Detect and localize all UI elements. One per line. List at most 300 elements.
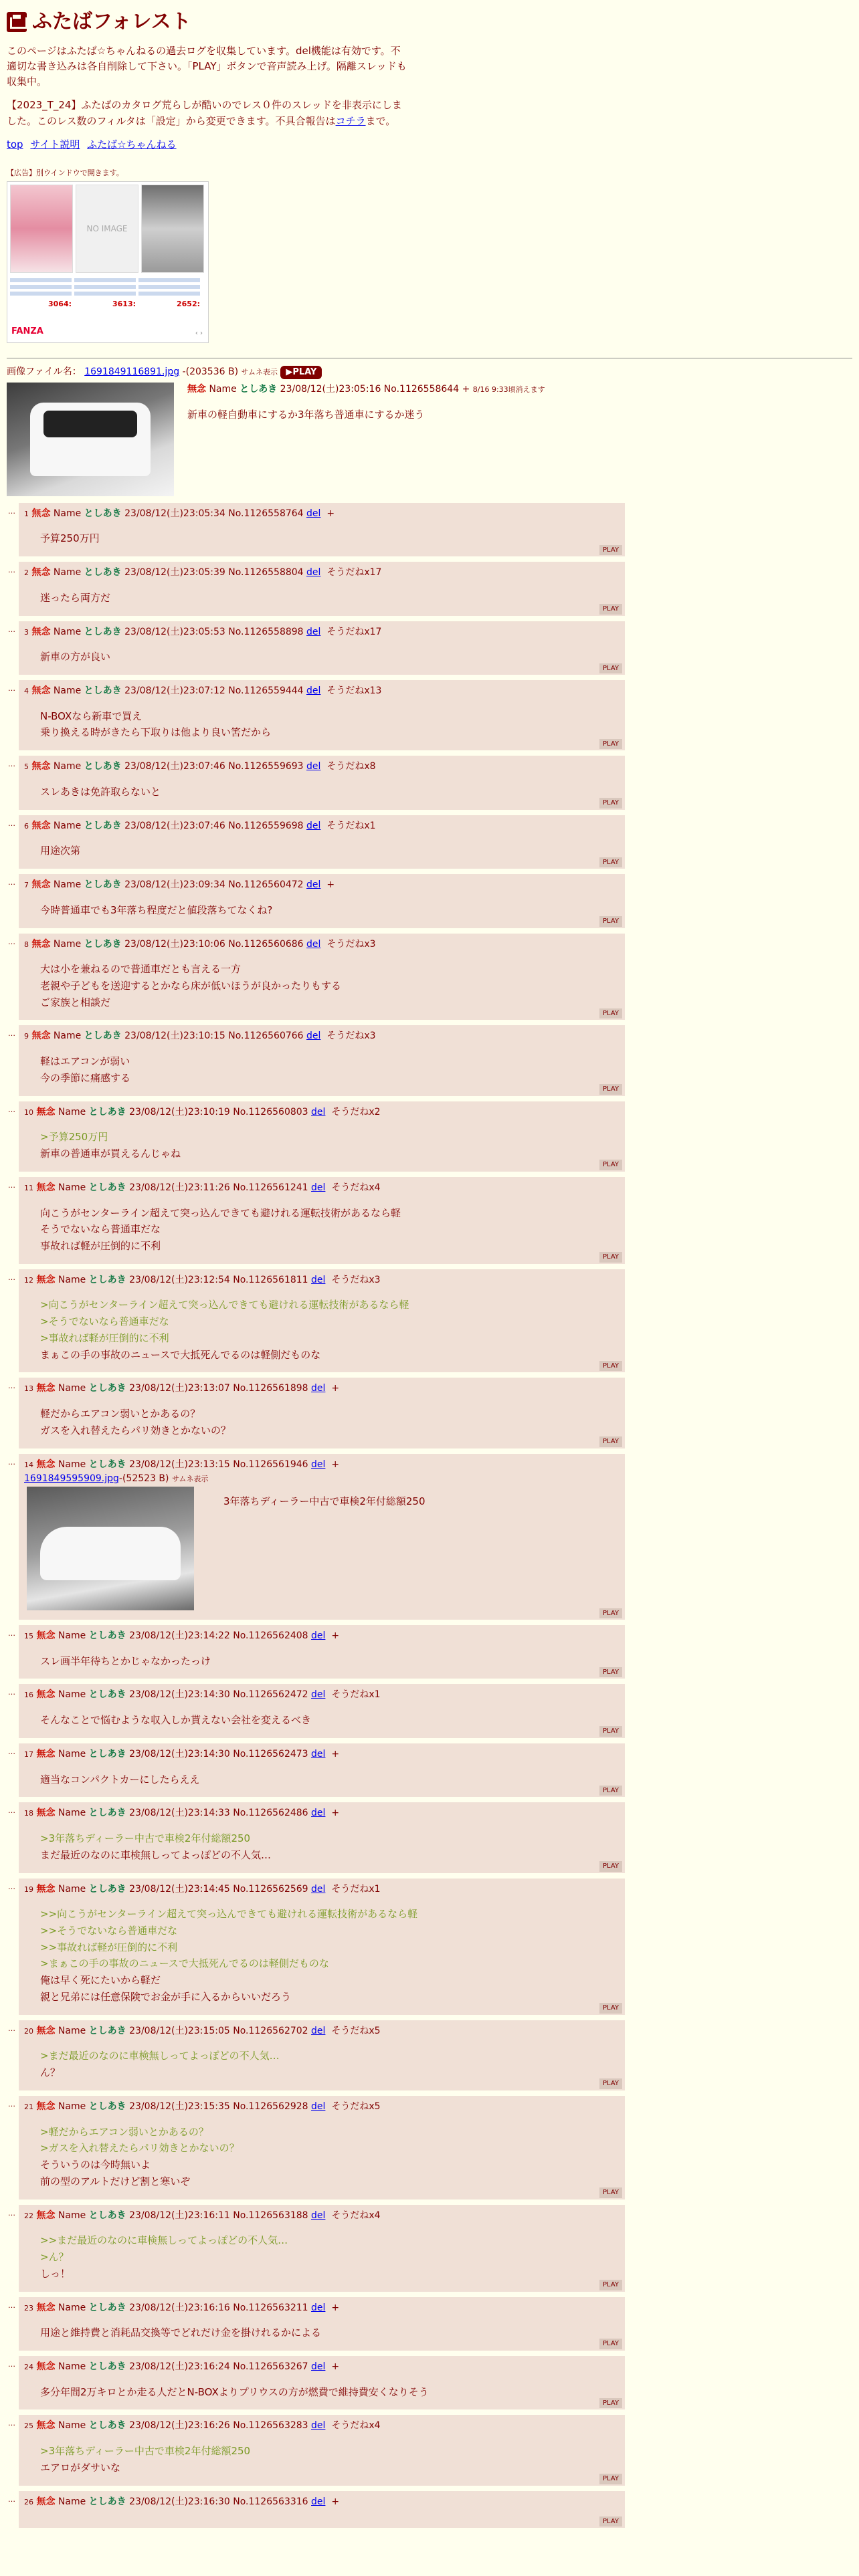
reply-number: 9 (24, 1032, 29, 1041)
op-image[interactable] (7, 383, 174, 496)
name-label: Name (58, 2210, 86, 2221)
reply-header (24, 760, 619, 774)
ad-arrows-icon[interactable]: ‹ › (195, 329, 203, 337)
reply-text-line: >>そうでないなら普通車だな (40, 1924, 178, 1937)
reply-menu-icon[interactable]: … (8, 1273, 15, 1282)
reply (8, 503, 625, 556)
sodane-button[interactable]: そうだねx1 (331, 1883, 381, 1895)
reply-file-info: -(52523 B) (118, 1473, 169, 1485)
sodane-button[interactable]: そうだねx17 (326, 567, 382, 578)
reply (8, 1101, 625, 1172)
reply-number: 3 (24, 627, 29, 637)
reply-title: 無念 (36, 2496, 56, 2507)
reply-number: 26 (24, 2497, 33, 2506)
reply-header (24, 819, 619, 834)
reply-text-line: >3年落ちディーラー中古で車検2年付総額250 (40, 1832, 251, 1845)
reply-number: 21 (24, 2102, 33, 2111)
reply-date: 23/08/12(土)23:14:45 No.1126562569 (129, 1883, 308, 1895)
reply-text-line: >ガスを入れ替えたらパリ効きとかないの？ (40, 2142, 240, 2155)
reply-menu-icon[interactable]: … (8, 2208, 15, 2218)
name-label: Name (58, 2101, 86, 2112)
name-label: Name (58, 1106, 86, 1117)
reply-menu-icon[interactable]: … (8, 1629, 15, 1638)
name-label: Name (58, 2420, 86, 2432)
reply-body (40, 1297, 619, 1363)
reply (8, 2297, 625, 2351)
del-link[interactable]: del (306, 567, 321, 578)
reply-text-line: 老親や子どもを送迎するとかなら床が低いほうが良かったりもする (40, 979, 342, 992)
sodane-button[interactable]: そうだねx17 (326, 626, 382, 637)
nav-links (7, 137, 852, 152)
name-label: Name (209, 383, 237, 395)
reply-play-button[interactable]: PLAY (599, 2078, 622, 2089)
reply-text-line: 大は小を兼ねるので普通車だとも言える一方 (40, 963, 242, 976)
reply-menu-icon[interactable]: … (8, 1105, 15, 1114)
op-play-button[interactable]: ▶PLAY (280, 366, 322, 379)
del-link[interactable]: del (306, 685, 321, 697)
reply-menu-icon[interactable]: … (8, 1882, 15, 1891)
reply-play-button[interactable]: PLAY (599, 2280, 622, 2290)
del-link[interactable]: del (311, 2496, 326, 2507)
reply-play-button[interactable]: PLAY (599, 1436, 622, 1447)
reply-date: 23/08/12(土)23:05:34 No.1126558764 (124, 508, 304, 519)
reply-text-line: 乗り換える時がきたら下取りは他より良い筈だから (40, 726, 272, 739)
op-plus-button[interactable]: + (462, 383, 470, 395)
reply-text-line: >まぁこの手の事故のニュースで大抵死んでるのは軽側だものな (40, 1957, 329, 1970)
reply-menu-icon[interactable]: … (8, 1806, 15, 1816)
ad-num: 3064: (47, 300, 72, 309)
reply-title: 無念 (36, 1808, 56, 1819)
reply-play-button[interactable]: PLAY (599, 2187, 622, 2198)
reply-name: としあき (84, 1031, 122, 1042)
del-link[interactable]: del (311, 1689, 326, 1701)
site-logo-icon[interactable] (7, 12, 27, 32)
reply-date: 23/08/12(土)23:16:30 No.1126563316 (129, 2496, 308, 2507)
del-link[interactable]: del (311, 2210, 326, 2221)
sodane-button[interactable]: + (331, 1383, 340, 1394)
del-link[interactable]: del (311, 1106, 326, 1117)
reply-text-line: >3年落ちディーラー中古で車検2年付総額250 (40, 2445, 251, 2458)
reply-image-block (27, 1487, 619, 1610)
reply-text-line: 向こうがセンターライン超えて突っ込んできても避けれる運転技術があるなら軽 (40, 1206, 401, 1219)
sodane-button[interactable]: そうだねx5 (331, 2025, 381, 2036)
del-link[interactable]: del (311, 2361, 326, 2372)
reply-number: 7 (24, 881, 29, 890)
reply-play-button[interactable]: PLAY (599, 798, 622, 809)
reply-date: 23/08/12(土)23:07:46 No.1126559693 (124, 761, 304, 772)
sodane-button[interactable]: そうだねx1 (331, 1689, 381, 1701)
reply-play-button[interactable]: PLAY (599, 739, 622, 750)
reply-play-button[interactable]: PLAY (599, 916, 622, 927)
reply-menu-icon[interactable]: … (8, 566, 15, 575)
reply-name: としあき (84, 938, 122, 950)
sodane-button[interactable]: そうだねx3 (326, 938, 376, 950)
reply-date: 23/08/12(土)23:09:34 No.1126560472 (124, 879, 304, 891)
reply-header (24, 1688, 619, 1703)
del-link[interactable]: del (306, 508, 321, 519)
reply (8, 621, 625, 675)
reply-text-line: 今の季節に痛感する (40, 1071, 131, 1084)
reply-body (40, 784, 619, 800)
reply-date: 23/08/12(土)23:16:26 No.1126563283 (129, 2420, 308, 2432)
del-link[interactable]: del (311, 1459, 326, 1470)
reply-header (24, 1029, 619, 1044)
reply-play-button[interactable]: PLAY (599, 1608, 622, 1619)
reply-menu-icon[interactable]: … (8, 1382, 15, 1391)
reply-text-line: ご家族と相談だ (40, 996, 111, 1008)
op-title: 無念 (187, 383, 206, 395)
reply (8, 1177, 625, 1264)
ad-col (74, 276, 136, 310)
reply (8, 2356, 625, 2409)
reply-text-line: まぁこの手の事故のニュースで大抵死んでるのは軽側だものな (40, 1348, 321, 1361)
reply-menu-icon[interactable]: … (8, 819, 15, 828)
ad-section (7, 167, 852, 343)
reply-date: 23/08/12(土)23:10:19 No.1126560803 (129, 1106, 308, 1117)
sodane-button[interactable]: そうだねx8 (326, 761, 376, 772)
reply-title: 無念 (36, 1630, 56, 1642)
intro-text-2 (7, 98, 408, 129)
reply-play-button[interactable]: PLAY (599, 1667, 622, 1678)
del-link[interactable]: del (306, 761, 321, 772)
name-label: Name (58, 2496, 86, 2507)
reply-text-line: >まだ最近のなのに車検無しってよっぽどの不人気… (40, 2050, 280, 2062)
del-link[interactable]: del (311, 1748, 326, 1759)
sodane-button[interactable]: + (326, 508, 335, 519)
sodane-button[interactable]: そうだねx3 (326, 1031, 376, 1042)
sodane-button[interactable]: + (331, 2361, 340, 2372)
reply-menu-icon[interactable]: … (8, 1029, 15, 1039)
del-link[interactable]: del (306, 1031, 321, 1042)
reply-menu-icon[interactable]: … (8, 937, 15, 946)
sodane-button[interactable]: + (331, 2496, 340, 2507)
reply-menu-icon[interactable]: … (8, 760, 15, 769)
reply-play-button[interactable]: PLAY (599, 1861, 622, 1872)
sodane-button[interactable]: そうだねx4 (331, 1182, 381, 1193)
intro-text-1: このページはふたば☆ちゃんねるの過去ログを収集しています。del機能は有効です。不適切な書き込みは各自削除して下さい。「PLAY」ボタンで音声読み上げ。隔離スレッドも収集中。 (7, 44, 407, 88)
reply-menu-icon[interactable]: … (8, 2300, 15, 2310)
reply-date: 23/08/12(土)23:05:53 No.1126558898 (124, 626, 304, 637)
reply-name: としあき (88, 1748, 126, 1759)
intro-text-2b: まで。 (365, 114, 396, 127)
name-label: Name (58, 1808, 86, 1819)
reply-title: 無念 (36, 1106, 56, 1117)
reply-play-button[interactable]: PLAY (599, 663, 622, 674)
reply-text-line: 事故れば軽が圧倒的に不利 (40, 1240, 161, 1253)
reply (8, 1802, 625, 1872)
reply-play-button[interactable]: PLAY (599, 1160, 622, 1170)
reply-play-button[interactable]: PLAY (599, 2474, 622, 2484)
sodane-button[interactable]: そうだねx5 (331, 2101, 381, 2112)
reply-number: 18 (24, 1809, 33, 1818)
reply-body (40, 961, 619, 1010)
reply-header (24, 684, 619, 699)
reply-title: 無念 (31, 685, 51, 697)
sodane-button[interactable]: + (331, 1808, 340, 1819)
reply-header (24, 2209, 619, 2224)
sodane-button[interactable]: + (326, 879, 335, 891)
ad-num: 2652: (176, 300, 200, 309)
nav-top-link[interactable]: top (7, 138, 23, 150)
reply-menu-icon[interactable]: … (8, 2099, 15, 2109)
reply-menu-icon[interactable]: … (8, 878, 15, 887)
reply-header (24, 1382, 619, 1396)
reply-name: としあき (84, 685, 122, 697)
reply-play-button[interactable]: PLAY (599, 1786, 622, 1796)
reply-menu-icon[interactable]: … (8, 1180, 15, 1190)
reply-text-line: 用途と維持費と消耗品交換等でどれだけ金を掛けれるかによる (40, 2327, 322, 2339)
reply-body (40, 2232, 619, 2282)
name-label: Name (53, 626, 82, 637)
del-link[interactable]: del (306, 938, 321, 950)
sodane-button[interactable]: そうだねx3 (331, 1274, 381, 1285)
reply-body (40, 708, 619, 742)
reply-number: 8 (24, 940, 29, 949)
reply-text-line: 多分年間2万キロとか走る人だとN-BOXよりプリウスの方が燃費で維持費安くなりそう (40, 2385, 429, 2398)
del-link[interactable]: del (311, 1808, 326, 1819)
reply-text-line: >事故れば軽が圧倒的に不利 (40, 1331, 169, 1344)
reply-text-line: 親と兄弟には任意保険でお金が手に入るからいいだろう (40, 1990, 292, 2003)
reply-body (40, 2443, 619, 2476)
reply-number: 5 (24, 762, 29, 772)
reply-name: としあき (88, 2101, 126, 2112)
nav-about-link[interactable]: サイト説明 (30, 138, 80, 150)
sodane-button[interactable]: + (331, 1459, 340, 1470)
reply-file-link[interactable]: 1691849595909.jpg (24, 1473, 119, 1485)
reply-body (40, 843, 619, 859)
op-body: 新車の軽自動車にするか3年落ち普通車にするか迷う (187, 409, 425, 421)
reply-body (40, 649, 619, 665)
ad-col (10, 276, 72, 310)
reply-play-button[interactable]: PLAY (599, 1726, 622, 1737)
reply-body (40, 1906, 619, 2006)
reply-body (40, 1053, 619, 1087)
reply-body (40, 1129, 619, 1162)
reply-name: としあき (88, 2025, 126, 2036)
reply (8, 874, 625, 928)
reply-date: 23/08/12(土)23:11:26 No.1126561241 (129, 1182, 308, 1193)
reply-number: 13 (24, 1384, 33, 1394)
sodane-button[interactable]: そうだねx4 (331, 2420, 381, 2432)
reply-body (40, 1712, 619, 1729)
del-link[interactable]: del (311, 1630, 326, 1642)
reply-date: 23/08/12(土)23:13:15 No.1126561946 (129, 1459, 308, 1470)
reply-name: としあき (88, 2210, 126, 2221)
reply-date: 23/08/12(土)23:14:30 No.1126562472 (129, 1689, 308, 1701)
del-link[interactable]: del (306, 820, 321, 831)
name-label: Name (53, 820, 82, 831)
del-link[interactable]: del (311, 2420, 326, 2432)
reply-text-line: 俺は早く死にたいから軽だ (40, 1974, 161, 1987)
reply-header (24, 1806, 619, 1821)
reply-text-line: エアロがダサいな (40, 2461, 121, 2474)
reply-number: 10 (24, 1107, 33, 1117)
reply-date: 23/08/12(土)23:16:24 No.1126563267 (129, 2361, 308, 2372)
reply-play-button[interactable]: PLAY (599, 1084, 622, 1095)
reply-menu-icon[interactable]: … (8, 684, 15, 693)
reply-date: 23/08/12(土)23:05:39 No.1126558804 (124, 567, 304, 578)
del-link[interactable]: del (311, 2025, 326, 2036)
ad-thumb-image[interactable] (10, 185, 73, 273)
op-thumb-note: サムネ表示 (241, 368, 278, 377)
reply-body (40, 2384, 619, 2401)
reply-number: 6 (24, 821, 29, 831)
reply (8, 2205, 625, 2292)
reply-name: としあき (84, 761, 122, 772)
del-link[interactable]: del (311, 2101, 326, 2112)
reply-name: としあき (84, 820, 122, 831)
nav-futaba-link[interactable]: ふたば☆ちゃんねる (87, 138, 177, 150)
reply-number: 16 (24, 1691, 33, 1700)
reply-text-line: ん？ (40, 2066, 61, 2079)
reply-play-button[interactable]: PLAY (599, 1361, 622, 1372)
reply-title: 無念 (36, 1383, 56, 1394)
reply-date: 23/08/12(土)23:13:07 No.1126561898 (129, 1383, 308, 1394)
reply-text-line: まだ最近のなのに車検無しってよっぽどの不人気… (40, 1848, 272, 1861)
reply-body (40, 902, 619, 919)
reply-play-button[interactable]: PLAY (599, 2516, 622, 2527)
ad-num: 3613: (112, 300, 136, 309)
reply-menu-icon[interactable]: … (8, 506, 15, 516)
reply-header (24, 2360, 619, 2375)
reply-play-button[interactable]: PLAY (599, 2339, 622, 2349)
op-content (187, 383, 545, 496)
reply-play-button[interactable]: PLAY (599, 1008, 622, 1019)
reply-body (40, 1830, 619, 1864)
name-label: Name (58, 1748, 86, 1759)
reply-play-button[interactable]: PLAY (599, 545, 622, 556)
sodane-button[interactable]: + (331, 2302, 340, 2313)
name-label: Name (53, 508, 82, 519)
sodane-button[interactable]: そうだねx4 (331, 2210, 381, 2221)
op-block (7, 383, 852, 496)
reply-name: としあき (88, 1630, 126, 1642)
reply-header (24, 625, 619, 640)
reply-text-line: N-BOXなら新車で買え (40, 710, 142, 722)
reply-name: としあき (88, 1274, 126, 1285)
ad-thumb-image[interactable] (141, 185, 204, 273)
reply-name: としあき (84, 626, 122, 637)
reply-text-line: ガスを入れ替えたらパリ効きとかないの？ (40, 1424, 231, 1436)
name-label: Name (58, 1689, 86, 1701)
reply-text-line: 新車の方が良い (40, 651, 111, 663)
site-title: ふたばフォレスト (32, 10, 191, 33)
reply-title: 無念 (31, 820, 51, 831)
reply-text-line: そういうのは今時無いよ (40, 2159, 151, 2171)
name-label: Name (53, 879, 82, 891)
sodane-button[interactable]: そうだねx1 (326, 820, 376, 831)
reply-text-line: 前の型のアルトだけど割と寒いぞ (40, 2175, 191, 2187)
reply-header (24, 2419, 619, 2434)
reply-number: 1 (24, 509, 29, 518)
reply-text-line: >軽だからエアコン弱いとかあるの？ (40, 2125, 209, 2138)
reply-menu-icon[interactable]: … (8, 1747, 15, 1756)
reply-text-line: 用途次第 (40, 845, 81, 857)
sodane-button[interactable]: そうだねx2 (331, 1106, 381, 1117)
op-file-link[interactable]: 1691849116891.jpg (84, 366, 180, 378)
name-label: Name (53, 685, 82, 697)
reply-text-line: スレ画半年待ちとかじゃなかったっけ (40, 1654, 211, 1667)
report-link[interactable]: コチラ (335, 114, 366, 127)
reply-menu-icon[interactable]: … (8, 625, 15, 634)
reply-menu-icon[interactable]: … (8, 2024, 15, 2033)
reply-title: 無念 (31, 761, 51, 772)
reply-header (24, 1273, 619, 1288)
name-label: Name (53, 938, 82, 950)
reply-play-button[interactable]: PLAY (599, 604, 622, 615)
reply-play-button[interactable]: PLAY (599, 2003, 622, 2014)
reply (8, 680, 625, 750)
reply-menu-icon[interactable]: … (8, 1457, 15, 1467)
ad-col (138, 276, 200, 310)
ad-brand: FANZA (11, 326, 43, 336)
sodane-button[interactable]: + (331, 1630, 340, 1642)
op-name: としあき (240, 383, 278, 395)
reply-title: 無念 (36, 2302, 56, 2313)
del-link[interactable]: del (311, 1383, 326, 1394)
reply-text-line: >>向こうがセンターライン超えて突っ込んできても避けれる運転技術があるなら軽 (40, 1908, 418, 1921)
del-link[interactable]: del (306, 626, 321, 637)
name-label: Name (58, 2361, 86, 2372)
name-label: Name (58, 1274, 86, 1285)
reply-menu-icon[interactable]: … (8, 1688, 15, 1697)
del-link[interactable]: del (306, 879, 321, 891)
reply-date: 23/08/12(土)23:07:46 No.1126559698 (124, 820, 304, 831)
reply-title: 無念 (36, 1748, 56, 1759)
reply (8, 1025, 625, 1095)
op-date: 23/08/12(土)23:05:16 No.1126558644 (280, 383, 460, 395)
ad-thumbs (7, 182, 208, 276)
reply-play-button[interactable]: PLAY (599, 1252, 622, 1263)
reply-title: 無念 (31, 1031, 51, 1042)
reply-number: 25 (24, 2422, 33, 2431)
reply-menu-icon[interactable]: … (8, 2359, 15, 2369)
del-link[interactable]: del (311, 2302, 326, 2313)
ad-box[interactable] (7, 181, 209, 343)
reply-name: としあき (88, 1883, 126, 1895)
reply-header (24, 2100, 619, 2115)
reply-header (24, 2024, 619, 2039)
reply-title: 無念 (36, 1883, 56, 1895)
reply-play-button[interactable]: PLAY (599, 2398, 622, 2409)
reply (8, 562, 625, 615)
reply-title: 無念 (36, 2420, 56, 2432)
del-link[interactable]: del (311, 1274, 326, 1285)
reply-menu-icon[interactable]: … (8, 2494, 15, 2504)
reply-image[interactable] (27, 1487, 194, 1610)
ad-no-image[interactable]: NO IMAGE (76, 185, 138, 273)
reply-date: 23/08/12(土)23:15:05 No.1126562702 (129, 2025, 308, 2036)
ad-label: 【広告】別ウインドウで開きます。 (7, 169, 124, 177)
reply-text-line: 新車の普通車が買えるんじゃね (40, 1148, 181, 1160)
reply (8, 2415, 625, 2485)
sodane-button[interactable]: そうだねx13 (326, 685, 382, 697)
reply-name: としあき (88, 1459, 126, 1470)
del-link[interactable]: del (311, 1182, 326, 1193)
reply-title: 無念 (36, 1274, 56, 1285)
reply (8, 756, 625, 809)
reply-play-button[interactable]: PLAY (599, 857, 622, 868)
reply-body (40, 2124, 619, 2190)
name-label: Name (58, 1459, 86, 1470)
del-link[interactable]: del (311, 1883, 326, 1895)
sodane-button[interactable]: + (331, 1748, 340, 1759)
reply-title: 無念 (31, 938, 51, 950)
reply-number: 23 (24, 2303, 33, 2313)
reply-text-line: しっ！ (40, 2267, 71, 2280)
reply-menu-icon[interactable]: … (8, 2419, 15, 2428)
op-file-line (7, 365, 852, 380)
